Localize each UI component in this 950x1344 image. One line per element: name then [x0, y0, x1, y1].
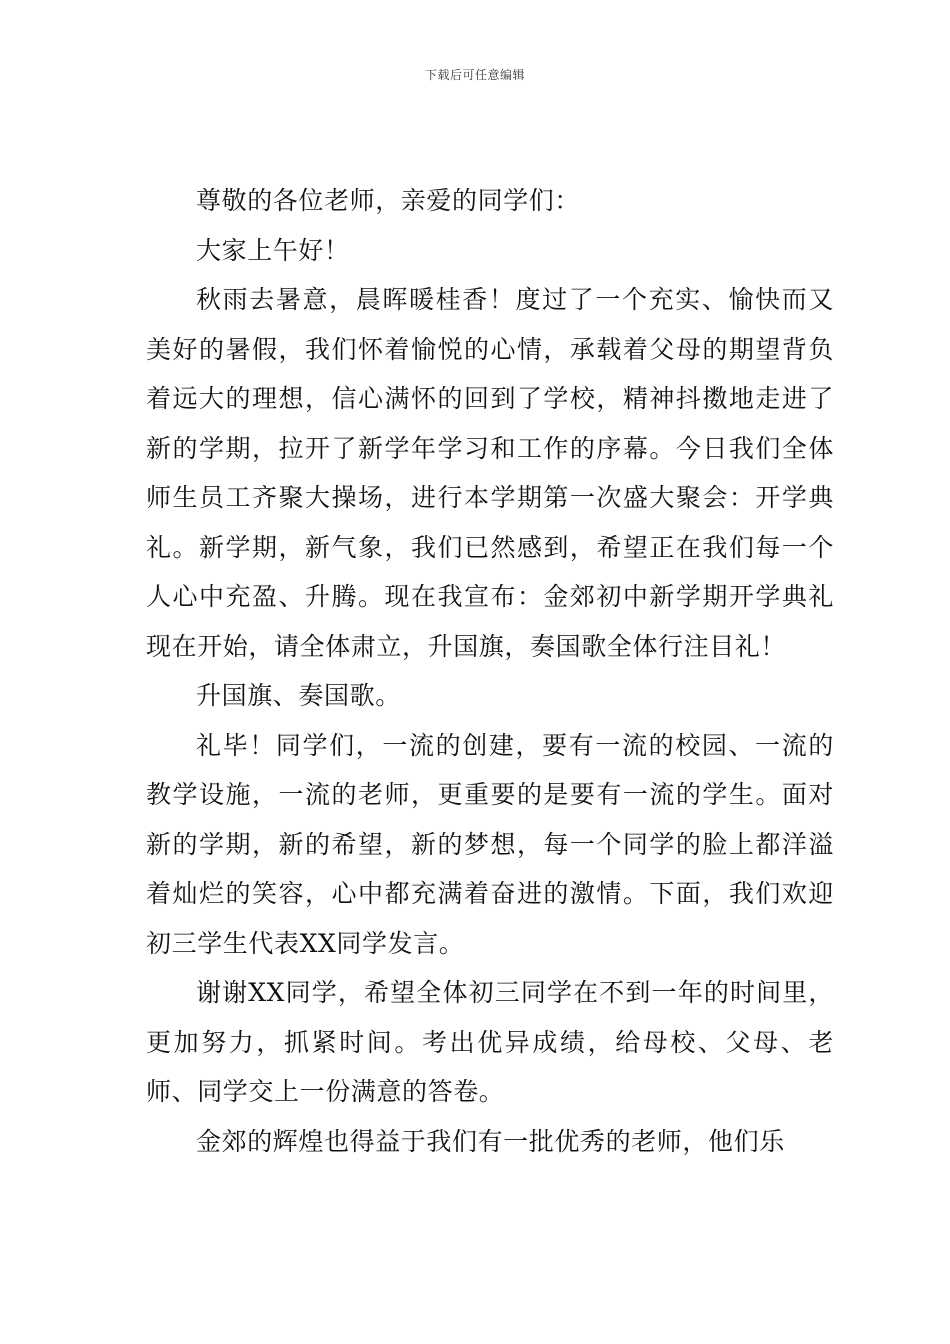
- paragraph-greeting: 大家上午好！: [196, 235, 350, 265]
- paragraph-teachers: 金郊的辉煌也得益于我们有一批优秀的老师，他们乐: [196, 1126, 785, 1156]
- paragraph-salutation: 尊敬的各位老师，亲爱的同学们：: [196, 186, 581, 215]
- page-header-note: 下载后可任意编辑: [424, 68, 525, 82]
- paragraph-student-intro: 礼毕！同学们，一流的创建，要有一流的校园、一流的教学设施，一流的老师，更重要的是要有一流的学生。面对新的学期，新的希望，新的梦想，每一个同学的脸上都洋溢着灿烂的笑容，心中都充满着奋进的激情。下面，我们欢迎初三学生代表XX同学发言。: [146, 730, 834, 958]
- paragraph-flag-ceremony: 升国旗、奏国歌。: [196, 681, 401, 710]
- paragraph-thanks: 谢谢XX同学，希望全体初三同学在不到一年的时间里，更加努力，抓紧时间。考出优异成绩，给母校、父母、老师、同学交上一份满意的答卷。: [146, 978, 834, 1106]
- paragraph-opening: 秋雨去暑意，晨晖暖桂香！度过了一个充实、愉快而又美好的暑假，我们怀着愉悦的心情，承载着父母的期望背负着远大的理想，信心满怀的回到了学校，精神抖擞地走进了新的学期，拉开了新学年学习和工作的序幕。今日我们全体师生员工齐聚大操场，进行本学期第一次盛大聚会：开学典礼。新学期，新气象，我们已然感到，希望正在我们每一个人心中充盈、升腾。现在我宣布：金郊初中新学期开学典礼现在开始，请全体肃立，升国旗，奏国歌全体行注目礼！: [146, 285, 834, 661]
- document-body: [146, 176, 834, 1166]
